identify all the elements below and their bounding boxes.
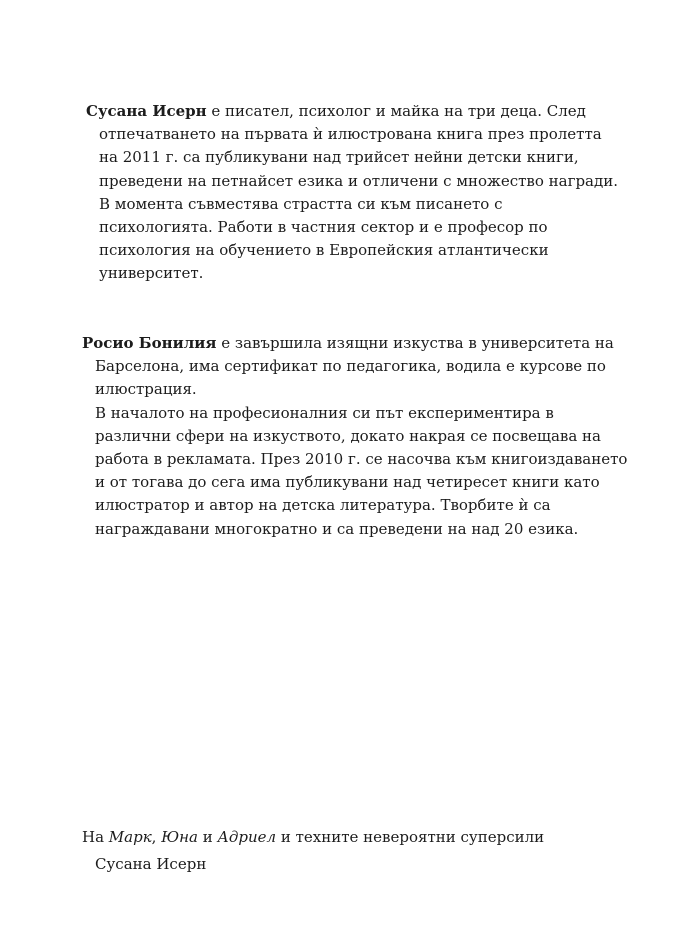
bio-line: различни сфери на изкуството, докато накрая се посвещава на: [95, 426, 602, 445]
bio-line: отпечатването на първата ѝ илюстрована книга през пролетта: [99, 125, 602, 144]
dedication-name-yuna: Юна: [161, 828, 198, 846]
dedication: [82, 826, 544, 849]
bio-line: [86, 100, 618, 123]
bio-line: В момента съвместява страстта си към писането с: [99, 194, 503, 213]
dedication-separator: и: [197, 828, 218, 846]
bio-line: награждавани многократно и са преведени на над 20 езика.: [95, 519, 579, 538]
dedication-name-adriel: Адриел: [217, 828, 277, 846]
bio-line: университет.: [99, 264, 204, 283]
bio-line: на 2011 г. са публикувани над трийсет нейни детски книги,: [99, 148, 579, 167]
bio-line: В началото на професионалния си път експериментира в: [95, 403, 554, 422]
dedication-signature: Сусана Исерн: [95, 855, 207, 873]
bio-line: преведени на петнайсет езика и отличени с множество награди.: [99, 171, 618, 190]
bio-line: илюстрация.: [95, 380, 197, 399]
illustrator-name: Росио Бонилия: [82, 334, 217, 352]
bio-line: психологията. Работи в частния сектор и е професор по: [99, 218, 548, 237]
bio-text: е писател, психолог и майка на три деца. След: [206, 102, 586, 120]
illustrator-bio-rocio-bonilla: [82, 332, 627, 541]
bio-line: Барселона, има сертификат по педагогика, водила е курсове по: [95, 357, 606, 376]
author-bio-susana-isern: [86, 100, 618, 286]
bio-line: работа в рекламата. През 2010 г. се насочва към книгоиздаването: [95, 450, 628, 469]
bio-line: [82, 332, 627, 355]
bio-line: психология на обучението в Европейския атлантически: [99, 241, 549, 260]
bio-line: илюстратор и автор на детска литература. Творбите ѝ са: [95, 496, 551, 515]
dedication-suffix: и техните невероятни суперсили: [276, 828, 545, 846]
dedication-name-mark: Марк: [108, 828, 152, 846]
bio-line: и от тогава до сега има публикувани над четиресет книги като: [95, 473, 600, 492]
author-name: Сусана Исерн: [86, 102, 207, 120]
bio-text: е завършила изящни изкуства в университета на: [216, 334, 614, 352]
dedication-separator: ,: [151, 828, 162, 846]
dedication-prefix: На: [82, 828, 109, 846]
